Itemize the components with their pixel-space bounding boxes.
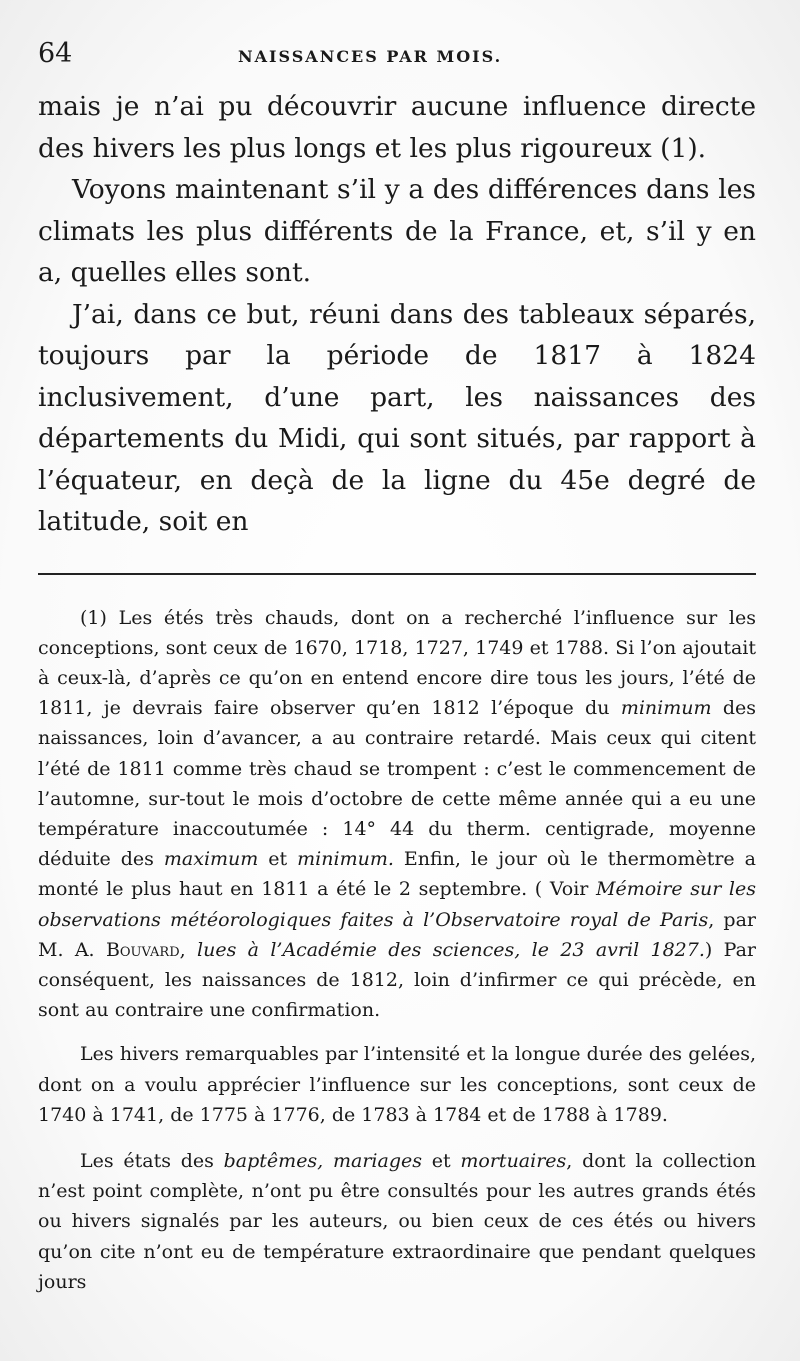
citation-title: Mémoire sur les observations météorologiques faites à l’Observatoire royal de Paris [38, 878, 756, 931]
footnote-text: , [179, 938, 198, 961]
footnote-winters: Les hivers remarquables par l’intensité et la longue durée des gelées, dont on a voulu apprécier l’influence sur les conceptions, sont ceux de 1740 à 1741, de 1775 à 1776, de 1783 à 1784 et de 1788 à 1789. [38, 1043, 756, 1126]
paragraph-tables: J’ai, dans ce but, réuni dans des tableaux séparés, toujours par la période de 1817 à 1824 inclusivement, d’une part, les naissances des départements du Midi, qui sont situés, par rapport à l’équateur, en deçà de la ligne du 45e degré de latitude, soit en [38, 298, 756, 537]
main-text [38, 86, 756, 543]
footnote-text: et [421, 1149, 461, 1172]
running-head: NAISSANCES PAR MOIS. [238, 47, 503, 66]
footnote-text: Enfin, le jour où le thermomètre a monté le plus haut en 1811 a été le 2 septembre. ( Voir [38, 848, 756, 901]
footnote-text: , dont la collection n’est point complète, n’ont pu être consultés pour les autres grands étés ou hivers signalés par les auteurs, ou bien ceux de ces étés ou hivers qu’on cite n’ont eu de température extraordinaire que pendant quelques jours [38, 1149, 756, 1293]
footnote-text: des naissances, loin d’avancer, a au contraire retardé. Mais ceux qui citent l’été de 1811 comme très chaud se trompent : c’est le commencement de l’automne, sur-tout le mois d’octobre de cette même année qui a eu une température inaccoutumée : 14° 44 du therm. centigrade, moyenne déduite des [38, 697, 757, 871]
footnote-rule [38, 573, 756, 575]
italic-term: minimum [620, 697, 712, 720]
paragraph-climates: Voyons maintenant s’il y a des différences dans les climats les plus différents de la France, et, s’il y en a, quelles elles sont. [38, 174, 756, 288]
italic-term: maximum [163, 848, 259, 871]
paragraph-continuation: mais je n’ai pu découvrir aucune influence directe des hivers les plus longs et les plus rigoureux (1). [38, 91, 756, 164]
footnote-text: , par M. A. [38, 908, 756, 961]
footnote-text: ) Par conséquent, les naissances de 1812, loin d’infirmer ce qui précède, en sont au contraire une confirmation. [38, 938, 756, 1022]
italic-term: baptêmes, mariages [223, 1149, 422, 1172]
page-number: 64 [38, 38, 73, 69]
author-name: Bouvard [105, 938, 180, 961]
italic-term: mortuaires [460, 1149, 567, 1172]
page-header [38, 38, 756, 86]
footnote-records [38, 1146, 756, 1297]
footnote-text: (1) Les étés très chauds, dont on a recherché l’influence sur les conceptions, sont ceux de 1670, 1718, 1727, 1749 et 1788. Si l’on ajoutait à ceux-là, d’après ce qu’on en entend encore dire tous les jours, l’été de 1811, je devrais faire observer qu’en 1812 l’époque du [38, 606, 756, 720]
italic-term: minimum. [297, 848, 394, 871]
citation-detail: lues à l’Académie des sciences, le 23 avril 1827. [197, 938, 705, 961]
footnote-1 [38, 603, 756, 1026]
footnote-text: et [258, 848, 298, 871]
footnotes [38, 603, 756, 1297]
footnote-text: Les états des [80, 1149, 224, 1172]
